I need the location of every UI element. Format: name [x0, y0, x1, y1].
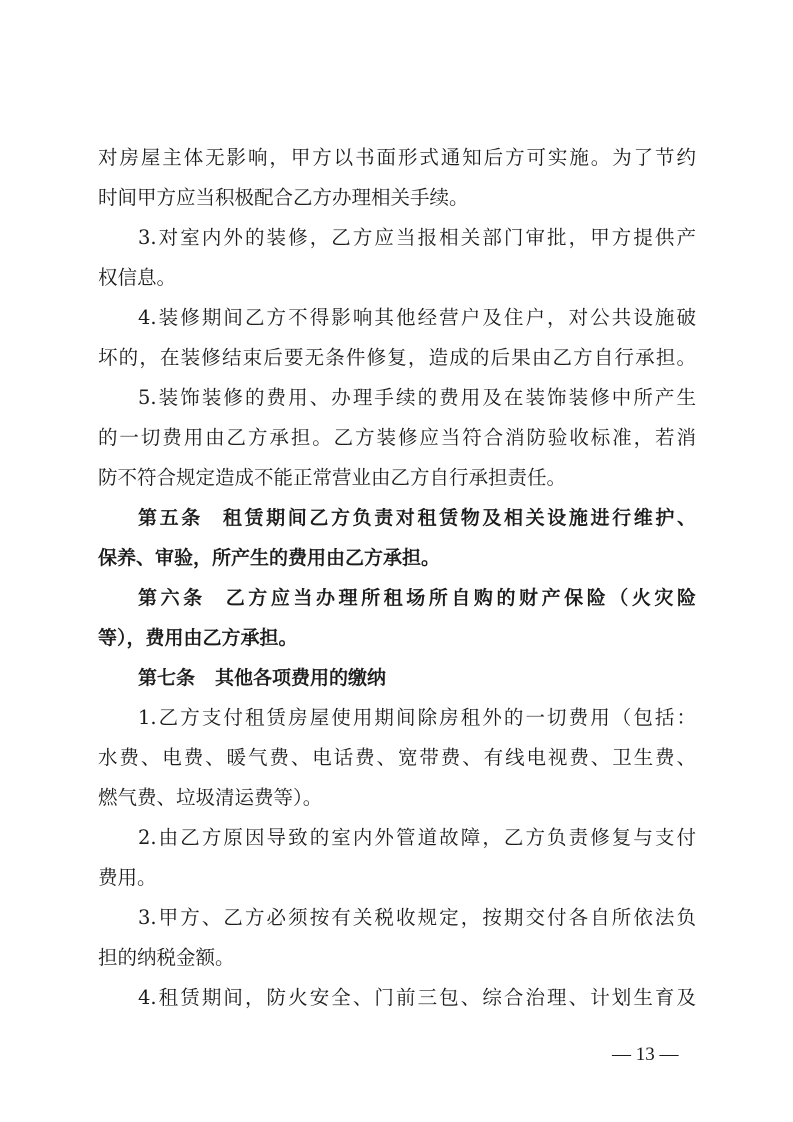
clause-4-line: 4.租赁期间，防火安全、门前三包、综合治理、计划生育及 — [138, 986, 696, 1009]
clause-3-line: 3.对室内外的装修，乙方应当报相关部门审批，甲方提供产 — [138, 226, 696, 249]
paragraph-line: 保养、审验，所产生的费用由乙方承担。 — [98, 547, 441, 569]
article-7-heading — [138, 656, 696, 700]
paragraph-line: 费用。 — [98, 866, 157, 889]
article-6-heading — [138, 576, 696, 620]
paragraph-line: 等），费用由乙方承担。 — [98, 627, 298, 649]
paragraph-line: 燃气费、垃圾清运费等）。 — [98, 786, 323, 809]
paragraph-line: 权信息。 — [98, 266, 177, 289]
clause-5-line: 5.装饰装修的费用、办理手续的费用及在装饰装修中所产生 — [138, 386, 696, 409]
article-5-heading — [138, 496, 696, 540]
paragraph-line: 水费、电费、暖气费、电话费、宽带费、有线电视费、卫生费、 — [98, 746, 696, 769]
paragraph-line: 的一切费用由乙方承担。乙方装修应当符合消防验收标准，若消 — [98, 426, 696, 449]
paragraph-line: 防不符合规定造成不能正常营业由乙方自行承担责任。 — [98, 466, 567, 489]
clause-2-line: 2.由乙方原因导致的室内外管道故障，乙方负责修复与支付 — [138, 826, 696, 849]
article-5-text: 租赁期间乙方负责对租赁物及相关设施进行维护、 — [222, 507, 696, 529]
clause-1-line: 1.乙方支付租赁房屋使用期间除房租外的一切费用（包括： — [138, 706, 696, 729]
paragraph-line: 担的纳税金额。 — [98, 946, 235, 969]
article-6-text: 乙方应当办理所租场所自购的财产保险（火灾险 — [225, 587, 696, 609]
article-6-title: 第六条 — [138, 587, 206, 609]
article-7-text: 其他各项费用的缴纳 — [215, 667, 387, 689]
article-7-title: 第七条 — [138, 667, 196, 689]
paragraph-line: 坏的，在装修结束后要无条件修复，造成的后果由乙方自行承担。 — [98, 346, 696, 369]
paragraph-line: 时间甲方应当积极配合乙方办理相关手续。 — [98, 186, 469, 209]
clause-4-line: 4.装修期间乙方不得影响其他经营户及住户，对公共设施破 — [138, 306, 696, 329]
page-number: — 13 — — [612, 1044, 679, 1065]
article-5-title: 第五条 — [138, 507, 203, 529]
clause-3-line: 3.甲方、乙方必须按有关税收规定，按期交付各自所依法负 — [138, 906, 696, 929]
paragraph-line: 对房屋主体无影响，甲方以书面形式通知后方可实施。为了节约 — [98, 146, 696, 169]
